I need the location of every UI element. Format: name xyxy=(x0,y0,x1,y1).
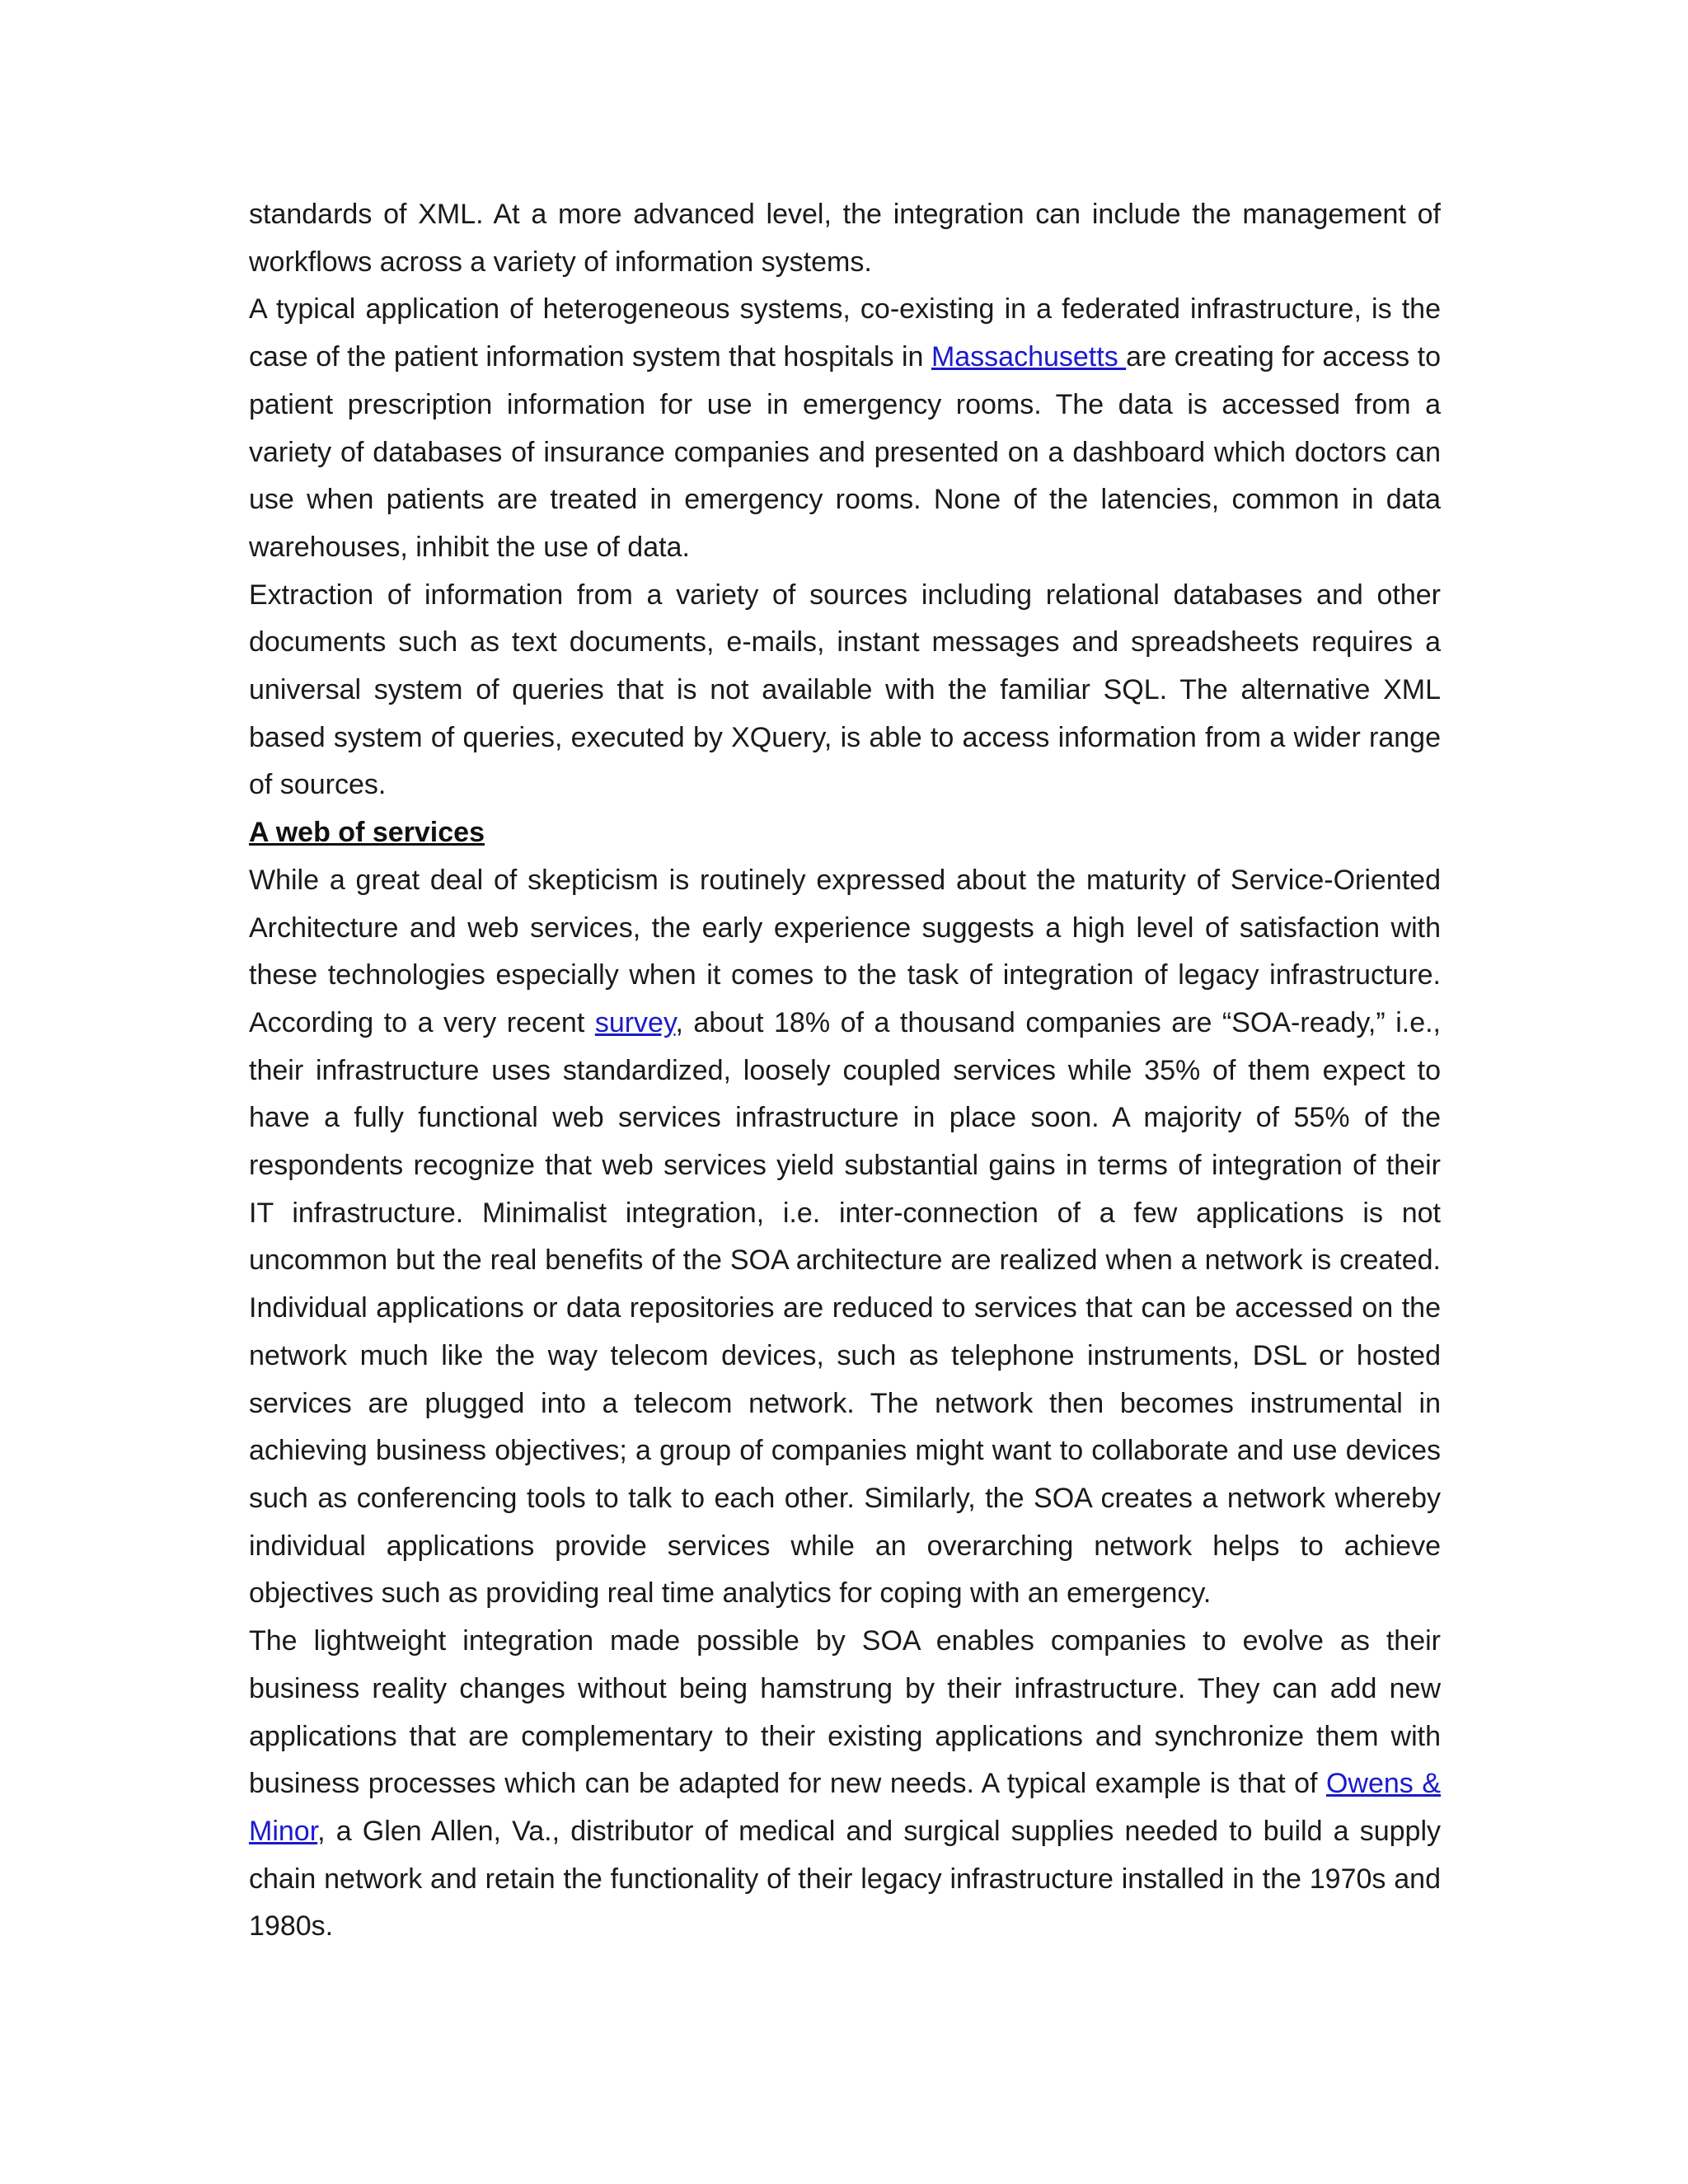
paragraph-text: Extraction of information from a variety of sources including relational databases and other documents such as text documents, e-mails, instant messages and spreadsheets requires a universal system of queries that is not available with the familiar SQL. The alternative XML based system of queries, executed by XQuery, is able to access information from a wider range of sources. xyxy=(249,579,1441,801)
paragraph-text: While a great deal of skepticism is routinely expressed about the maturity of Service-Oriented Architecture and web services, the early experience suggests a high level of satisfaction with these technologies especially when it comes to the task of integration of legacy infrastructure. According to a very recent xyxy=(249,864,1441,1038)
paragraph-text: , a Glen Allen, Va., distributor of medical and surgical supplies needed to build a supply chain network and retain the functionality of their legacy infrastructure installed in the 1970s and 1980s. xyxy=(249,1815,1441,1943)
paragraph-text: are creating for access to patient prescription information for use in emergency rooms. The data is accessed from a variety of databases of insurance companies and presented on a dashboard which doctors can use when patients are treated in emergency rooms. None of the latencies, common in data warehouses, inhibit the use of data. xyxy=(249,341,1441,563)
paragraph-text: standards of XML. At a more advanced level, the integration can include the management of workflows across a variety of information systems. xyxy=(249,199,1441,278)
massachusetts-link[interactable]: Massachusetts xyxy=(931,341,1127,373)
paragraph-lightweight-integration xyxy=(249,1618,1441,1951)
section-heading-text: A web of services xyxy=(249,817,485,849)
paragraph-text: A typical application of heterogeneous systems, co-existing in a federated infrastructure, is the case of the patient information system that hospitals in xyxy=(249,293,1441,373)
survey-link[interactable]: survey xyxy=(594,1006,676,1038)
paragraph-xml-standards xyxy=(249,191,1441,286)
document-page xyxy=(249,191,1441,1951)
paragraph-federated-systems xyxy=(249,286,1441,571)
section-heading xyxy=(249,809,1441,857)
paragraph-text: , about 18% of a thousand companies are “SOA-ready,” i.e., their infrastructure uses standardized, loosely coupled services while 35% of them expect to have a fully functional web services infrastructure in place soon. A majority of 55% of the respondents recognize that web services yield substantial gains in terms of integration of their IT infrastructure. Minimalist integration, i.e. inter-connection of a few applications is not uncommon but the real benefits of the SOA architecture are realized when a network is created. Individual applications or data repositories are reduced to services that can be accessed on the network much like the way telecom devices, such as telephone instruments, DSL or hosted services are plugged into a telecom network. The network then becomes instrumental in achieving business objectives; a group of companies might want to collaborate and use devices such as conferencing tools to talk to each other. Similarly, the SOA creates a network whereby individual applications provide services while an overarching network helps to achieve objectives such as providing real time analytics for coping with an emergency. xyxy=(249,1006,1441,1610)
paragraph-text: The lightweight integration made possible by SOA enables companies to evolve as their business reality changes without being hamstrung by their infrastructure. They can add new applications that are complementary to their existing applications and synchronize them with business processes which can be adapted for new needs. A typical example is that of xyxy=(249,1625,1441,1800)
paragraph-soa-skepticism xyxy=(249,857,1441,1618)
owens-minor-link[interactable]: Owens & Minor xyxy=(249,1768,1441,1847)
paragraph-information-extraction xyxy=(249,572,1441,810)
